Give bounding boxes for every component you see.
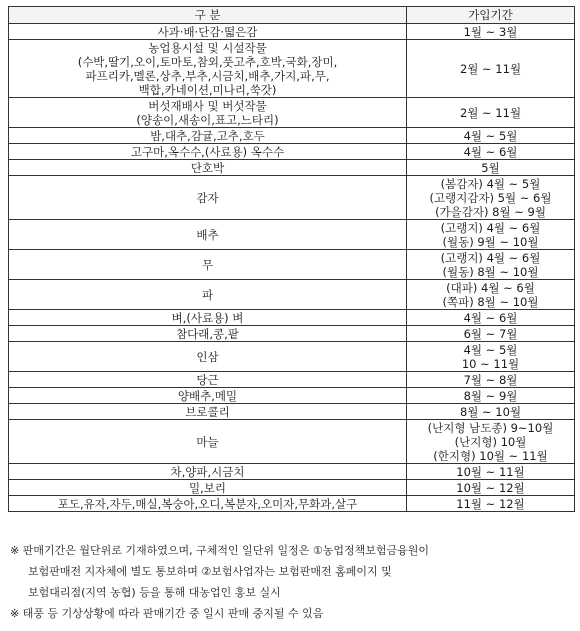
enrollment-period-cell (407, 496, 575, 512)
enrollment-period-cell (407, 464, 575, 480)
enrollment-period-text: (월동) 9월 ~ 10월 (442, 234, 539, 249)
enrollment-period-cell (407, 310, 575, 326)
enrollment-period-text: 4월 ~ 5월 (463, 342, 518, 357)
table-header-row (9, 7, 575, 24)
crop-category-cell (9, 342, 407, 372)
table-row (9, 40, 575, 98)
table-row (9, 98, 575, 128)
enrollment-period-text: 10월 ~ 12월 (456, 480, 525, 495)
note-1-line-3: 보험대리점(지역 농협) 등을 통해 대농업인 홍보 실시 (28, 586, 281, 599)
table-row (9, 310, 575, 326)
enrollment-period-text: 8월 ~ 9월 (463, 388, 518, 403)
enrollment-period-text: 8월 ~ 10월 (459, 404, 522, 419)
crop-category-text: 인삼 (196, 349, 219, 364)
enrollment-period-text: 11월 ~ 12월 (456, 496, 525, 511)
enrollment-period-cell (407, 480, 575, 496)
enrollment-period-text: (고랭지) 4월 ~ 6월 (440, 250, 541, 265)
crop-category-text: 단호박 (190, 160, 225, 175)
enrollment-period-cell (407, 250, 575, 280)
enrollment-period-text: 2월 ~ 11월 (459, 61, 522, 76)
crop-category-text: 참다래,콩,팥 (176, 326, 239, 341)
table-row (9, 464, 575, 480)
crop-category-text: 버섯재배사 및 버섯작물 (148, 98, 267, 113)
table-row (9, 128, 575, 144)
table-row (9, 420, 575, 464)
note-1-line-2: 보험판매전 지자체에 별도 통보하며 ②보험사업자는 보험판매전 홈페이지 및 (28, 565, 392, 578)
table-row (9, 24, 575, 40)
notes-section (10, 540, 570, 624)
note-1-line-1: ※ 판매기간은 월단위로 기재하였으며, 구체적인 일단위 일정은 ①농업정책보험금융원이 (10, 544, 429, 557)
crop-category-text: 브로콜리 (185, 404, 230, 419)
table-row (9, 496, 575, 512)
enrollment-period-text: (월동) 8월 ~ 10월 (442, 264, 539, 279)
crop-category-text: 차,양파,시금치 (170, 464, 245, 479)
crop-category-cell (9, 24, 407, 40)
enrollment-period-table (8, 6, 575, 512)
enrollment-period-cell (407, 220, 575, 250)
enrollment-period-cell (407, 160, 575, 176)
crop-category-text: (수박,딸기,오이,토마토,참외,풋고추,호박,국화,장미, (77, 54, 338, 69)
crop-category-cell (9, 496, 407, 512)
enrollment-period-text: 10월 ~ 11월 (456, 464, 525, 479)
table-row (9, 220, 575, 250)
enrollment-period-text: (난지형) 10월 (454, 434, 527, 449)
header-category: 구 분 (9, 7, 407, 24)
crop-category-cell (9, 464, 407, 480)
enrollment-period-cell (407, 342, 575, 372)
enrollment-period-text: 5월 (481, 160, 500, 175)
crop-category-text: 사과·배·단감·떫은감 (157, 24, 258, 39)
enrollment-period-text: (가을감자) 8월 ~ 9월 (435, 204, 546, 219)
crop-category-cell (9, 310, 407, 326)
enrollment-period-cell (407, 128, 575, 144)
note-2: ※ 태풍 등 기상상황에 따라 판매기간 중 일시 판매 중지될 수 있음 (10, 607, 324, 620)
enrollment-period-text: (한지형) 10월 ~ 11월 (433, 448, 548, 463)
enrollment-period-cell (407, 388, 575, 404)
crop-category-cell (9, 250, 407, 280)
crop-category-cell (9, 98, 407, 128)
crop-category-text: 파 (201, 287, 214, 302)
crop-category-cell (9, 480, 407, 496)
crop-category-cell (9, 220, 407, 250)
enrollment-period-cell (407, 176, 575, 220)
table-row (9, 388, 575, 404)
header-enrollment-period: 가입기간 (407, 7, 575, 24)
enrollment-period-cell (407, 280, 575, 310)
enrollment-period-text: (고랭지감자) 5월 ~ 6월 (429, 190, 552, 205)
crop-category-text: 벼,(사료용) 벼 (171, 310, 244, 325)
enrollment-period-text: 4월 ~ 5월 (463, 128, 518, 143)
enrollment-period-cell (407, 40, 575, 98)
crop-category-text: 포도,유자,자두,매실,복숭아,오디,복분자,오미자,무화과,살구 (57, 496, 358, 511)
table-row (9, 160, 575, 176)
table-row (9, 176, 575, 220)
enrollment-period-text: 7월 ~ 8월 (463, 372, 518, 387)
crop-category-text: 양배추,메밀 (177, 388, 238, 403)
crop-category-cell (9, 40, 407, 98)
enrollment-period-text: 10 ~ 11월 (461, 356, 520, 371)
crop-category-cell (9, 420, 407, 464)
table-row (9, 372, 575, 388)
enrollment-period-cell (407, 420, 575, 464)
enrollment-period-text: 4월 ~ 6월 (463, 144, 518, 159)
table-row (9, 250, 575, 280)
crop-category-cell (9, 404, 407, 420)
crop-category-cell (9, 176, 407, 220)
crop-category-cell (9, 144, 407, 160)
crop-category-text: 파프리카,멜론,상추,부추,시금치,배추,가지,파,무, (85, 68, 330, 83)
crop-category-text: (양송이,새송이,표고,느타리) (136, 112, 279, 127)
enrollment-period-cell (407, 372, 575, 388)
crop-category-text: 배추 (196, 227, 219, 242)
crop-category-cell (9, 128, 407, 144)
table-row (9, 280, 575, 310)
crop-category-cell (9, 388, 407, 404)
table-row (9, 404, 575, 420)
enrollment-period-text: (봄감자) 4월 ~ 5월 (440, 176, 541, 191)
table-row (9, 326, 575, 342)
enrollment-period-table-container (8, 6, 574, 512)
crop-category-text: 무 (201, 257, 214, 272)
enrollment-period-cell (407, 144, 575, 160)
table-row (9, 144, 575, 160)
table-row (9, 342, 575, 372)
crop-category-text: 감자 (196, 190, 219, 205)
enrollment-period-cell (407, 98, 575, 128)
enrollment-period-cell (407, 326, 575, 342)
enrollment-period-cell (407, 404, 575, 420)
crop-category-text: 고구마,옥수수,(사료용) 옥수수 (130, 144, 285, 159)
enrollment-period-text: (대파) 4월 ~ 6월 (446, 280, 535, 295)
crop-category-text: 백합,카네이션,미나리,쑥갓) (138, 82, 277, 97)
enrollment-period-text: (쪽파) 8월 ~ 10월 (442, 294, 539, 309)
table-row (9, 480, 575, 496)
crop-category-cell (9, 160, 407, 176)
crop-category-text: 마늘 (196, 434, 219, 449)
table-body (9, 24, 575, 512)
enrollment-period-cell (407, 24, 575, 40)
crop-category-text: 당근 (196, 372, 219, 387)
crop-category-cell (9, 280, 407, 310)
enrollment-period-text: (고랭지) 4월 ~ 6월 (440, 220, 541, 235)
crop-category-text: 농업용시설 및 시설작물 (148, 40, 267, 55)
enrollment-period-text: 2월 ~ 11월 (459, 105, 522, 120)
enrollment-period-text: 6월 ~ 7월 (463, 326, 518, 341)
crop-category-text: 밤,대추,감귤,고추,호두 (150, 128, 265, 143)
enrollment-period-text: 4월 ~ 6월 (463, 310, 518, 325)
crop-category-cell (9, 372, 407, 388)
crop-category-text: 밀,보리 (189, 480, 226, 495)
crop-category-cell (9, 326, 407, 342)
enrollment-period-text: 1월 ~ 3월 (463, 24, 518, 39)
enrollment-period-text: (난지형 남도종) 9~10월 (427, 420, 554, 435)
